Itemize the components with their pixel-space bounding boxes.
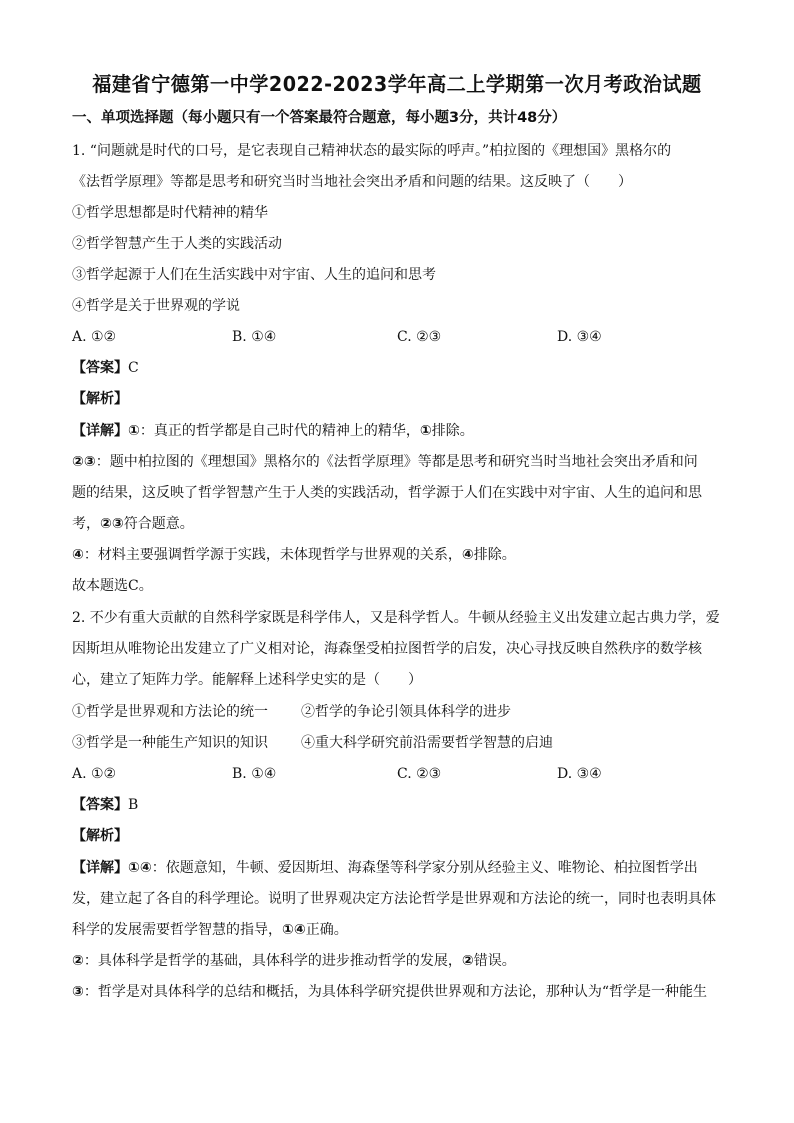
q1-analysis-label: 【解析】 [72,391,128,407]
detail-text: 科学的发展需要哲学智慧的指导， [72,922,282,938]
circled-number: ② [72,953,84,969]
q2-statement-3: ③哲学是一种能生产知识的知识 [72,735,268,751]
q1-detail-line-3: 题的结果，这反映了哲学智慧产生于人类的实践活动，哲学源于人们在实践中对宇宙、人生的追问和思 [72,485,702,501]
detail-text: 排除。 [473,547,516,563]
q2-detail-line-4 [72,951,516,971]
detail-text: ：真正的哲学都是自己时代的精神上的精华， [139,423,420,439]
q2-stem-line-3: 心，建立了矩阵力学。能解释上述科学史实的是（ ） [72,672,422,688]
q1-statement-4: ④哲学是关于世界观的学说 [72,298,240,314]
q1-detail-line-1 [72,421,474,441]
q2-statement-1: ①哲学是世界观和方法论的统一 [72,704,268,720]
detail-text: 排除。 [431,423,474,439]
answer-label: 【答案】 [72,360,128,376]
q1-statement-2: ②哲学智慧产生于人类的实践活动 [72,236,282,252]
q1-statement-3: ③哲学起源于人们在生活实践中对宇宙、人生的追问和思考 [72,267,436,283]
q2-answer [72,795,138,815]
answer-value: C [128,360,139,376]
q2-detail-line-5 [72,982,707,1002]
q2-analysis-label: 【解析】 [72,828,128,844]
q1-detail-line-4 [72,514,194,534]
q2-statement-4: ④重大科学研究前沿需要哲学智慧的启迪 [301,735,553,751]
answer-label: 【答案】 [72,797,128,813]
answer-value: B [128,797,139,813]
q2-option-c: C. ②③ [397,766,442,782]
q1-option-d: D. ③④ [557,329,602,345]
detail-text: ：哲学是对具体科学的总结和概括，为具体科学研究提供世界观和方法论，那种认为“哲学是一种能生 [83,984,708,1000]
q1-option-a: A. ①② [72,329,117,345]
q2-stem-line-2: 因斯坦从唯物论出发建立了广义相对论，海森堡受柏拉图哲学的启发，决心寻找反映自然秩序的数学核 [72,641,702,657]
detail-text: 符合题意。 [123,516,194,532]
q1-stem-line-1: 1. “问题就是时代的口号，是它表现自己精神状态的最实际的呼声。”柏拉图的《理想国》黑格尔的 [72,143,672,159]
q2-detail-line-2: 发，建立起了各自的科学理论。说明了世界观决定方法论哲学是世界观和方法论的统一，同时也表明具体 [72,891,716,907]
detail-text: 错误。 [473,953,516,969]
q1-statement-1: ①哲学思想都是时代精神的精华 [72,205,268,221]
q2-statement-2: ②哲学的争论引领具体科学的进步 [301,704,511,720]
q1-detail-line-2 [72,452,698,472]
q2-option-d: D. ③④ [557,766,602,782]
detail-label: 【详解】 [72,860,128,876]
q1-conclusion: 故本题选C。 [72,578,153,594]
q2-detail-line-3 [72,920,348,940]
detail-label: 【详解】 [72,423,128,439]
section-heading: 一、单项选择题（每小题只有一个答案最符合题意，每小题3分，共计48分） [72,110,567,126]
detail-text: ：材料主要强调哲学源于实践，未体现哲学与世界观的关系， [83,547,462,563]
circled-number: ①④ [282,922,306,938]
q1-stem-line-2: 《法哲学原理》等都是思考和研究当时当地社会突出矛盾和问题的结果。这反映了（ ） [72,174,632,190]
q2-stem-line-1: 2. 不少有重大贡献的自然科学家既是科学伟人，又是科学哲人。牛顿从经验主义出发建立起古典力学，爱 [72,610,720,626]
q2-option-b: B. ①④ [232,766,277,782]
circled-number: ①④ [128,860,152,876]
q1-detail-line-5 [72,545,516,565]
detail-text: ：依题意知，牛顿、爱因斯坦、海森堡等科学家分别从经验主义、唯物论、柏拉图哲学出 [151,860,698,876]
q1-option-b: B. ①④ [232,329,277,345]
detail-text: 考， [72,516,100,532]
circled-number: ②③ [100,516,124,532]
q2-option-a: A. ①② [72,766,117,782]
circled-number: ② [461,953,474,969]
q1-answer [72,358,139,378]
circled-number: ②③ [72,454,96,470]
circled-number: ① [128,423,140,439]
q1-option-c: C. ②③ [397,329,442,345]
circled-number: ③ [72,984,84,1000]
circled-number: ④ [461,547,474,563]
page-title: 福建省宁德第一中学2022-2023学年高二上学期第一次月考政治试题 [92,72,702,96]
circled-number: ① [419,423,432,439]
q2-detail-line-1 [72,858,698,878]
detail-text: ：具体科学是哲学的基础，具体科学的进步推动哲学的发展， [83,953,462,969]
circled-number: ④ [72,547,84,563]
detail-text: ：题中柏拉图的《理想国》黑格尔的《法哲学原理》等都是思考和研究当时当地社会突出矛盾和问 [95,454,698,470]
detail-text: 正确。 [305,922,348,938]
